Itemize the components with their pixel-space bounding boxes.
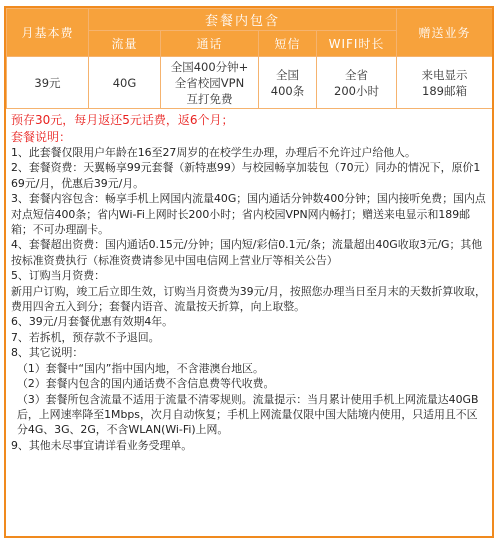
cell-sms: [259, 57, 317, 109]
header-package-includes: 套餐内包含: [89, 9, 397, 31]
note-sub-line: （3）套餐所包含流量不适用于流量不清零规则。流量提示：当月累计使用手机上网流量达40GB后，上网速率降至1Mbps，次月自动恢复；手机上网流量仅限中国大陆境内使用，只适用且不区分4G、3G、2G，不含WLAN(Wi-Fi)上网。: [17, 392, 479, 437]
header-call: 通话: [161, 31, 259, 57]
header-monthly-fee: 月基本费: [7, 9, 89, 57]
package-notes: [6, 109, 492, 453]
cell-data: 40G: [89, 57, 161, 109]
note-line: 5、订购当月资费：: [11, 269, 106, 283]
cell-wifi: [317, 57, 397, 109]
cell-bonus-line: 189邮箱: [422, 83, 467, 98]
cell-sms-line: 全国: [276, 67, 299, 82]
header-sms: 短信: [259, 31, 317, 57]
package-table: [6, 8, 493, 109]
cell-call-line: 互打免费: [186, 91, 233, 106]
cell-wifi-line: 全省: [345, 67, 368, 82]
cell-monthly-fee: 39元: [7, 57, 89, 109]
note-line-last: 9、其他未尽事宜请详看业务受理单。: [11, 438, 193, 452]
cell-call-line: 全省校园VPN: [174, 75, 245, 90]
cell-sms-line: 400条: [270, 83, 305, 98]
cell-call: [161, 57, 259, 109]
header-wifi: WIFI时长: [317, 31, 397, 57]
cell-bonus: [397, 57, 493, 109]
cell-bonus-line: 来电显示: [421, 67, 468, 82]
notes-title: 套餐说明：: [11, 130, 72, 144]
note-sub-line: （2）套餐内包含的国内通话费不含信息费等代收费。: [17, 377, 275, 391]
header-bonus: 赠送业务: [397, 9, 493, 57]
note-line: 6、39元/月套餐优惠有效期4年。: [11, 315, 174, 329]
note-sub-line: （1）套餐中“国内”指中国内地，不含港澳台地区。: [17, 361, 264, 375]
note-line: 8、其它说明：: [11, 346, 84, 360]
table-row: [7, 57, 493, 109]
promo-text: 预存30元，每月返还5元话费，返6个月；: [11, 113, 234, 127]
note-line: 3、套餐内容包含：畅享手机上网国内流量40G；国内通话分钟数400分钟；国内接听免费；国内点对点短信400条；省内Wi-Fi上网时长200小时；省内校园VPN网内畅打；赠送来电显示和189邮箱；不可办理副卡。: [11, 192, 486, 237]
note-line: 2、套餐资费：天翼畅享99元套餐（新特惠99）与校园畅享加装包（70元）同办的情况下，原价169元/月，优惠后39元/月。: [11, 161, 481, 190]
note-line: 7、若拆机，预存款不予退回。: [11, 330, 160, 344]
note-line: 1、此套餐仅限用户年龄在16至27周岁的在校学生办理，办理后不允许过户给他人。: [11, 146, 416, 159]
note-line: 新用户订购，竣工后立即生效，订购当月资费为39元/月，按照您办理当日至月末的天数折算收取，费用四舍五入到分；套餐内语音、流量按天折算，向上取整。: [11, 284, 486, 314]
cell-wifi-line: 200小时: [334, 83, 379, 98]
note-line: 4、套餐超出资费：国内通话0.15元/分钟；国内短/彩信0.1元/条；流量超出40G收取3元/G；其他按标准资费执行（标准资费请参见中国电信网上营业厅等相关公告）: [11, 238, 483, 267]
package-info-card: [4, 6, 494, 538]
cell-call-line: 全国400分钟+: [170, 59, 249, 74]
header-data: 流量: [89, 31, 161, 57]
